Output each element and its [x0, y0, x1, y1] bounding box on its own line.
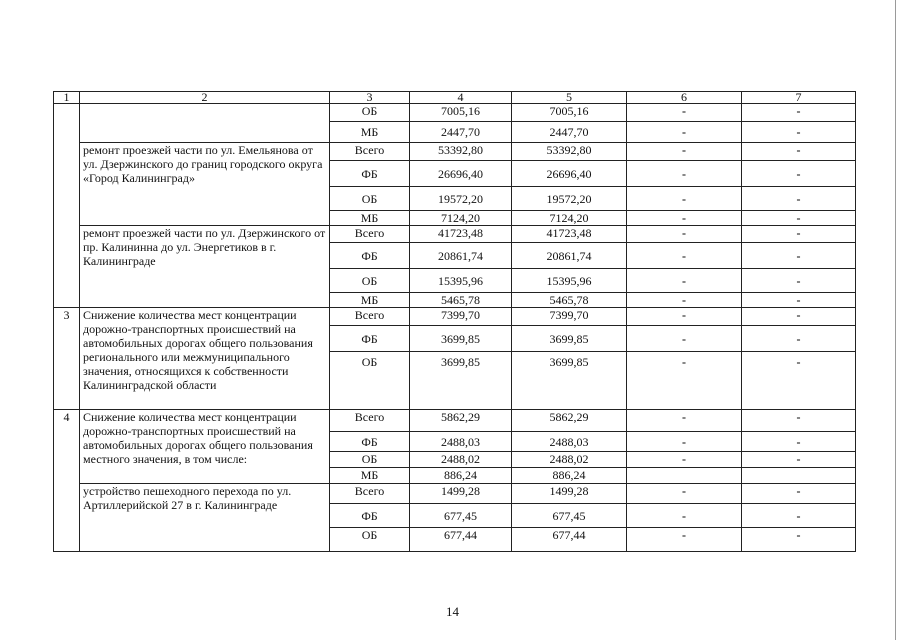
value-col5: 7399,70 [512, 308, 627, 326]
value-col5: 15395,96 [512, 269, 627, 293]
value-col6: - [627, 143, 742, 161]
value-col7: - [742, 528, 856, 552]
funding-source: ФБ [330, 326, 410, 352]
value-col4: 677,45 [410, 504, 512, 528]
value-col5: 7124,20 [512, 211, 627, 226]
value-col7: - [742, 211, 856, 226]
value-col5: 5465,78 [512, 293, 627, 308]
value-col7: - [742, 187, 856, 211]
value-col5: 41723,48 [512, 226, 627, 243]
column-number: 5 [512, 92, 627, 104]
value-col7: - [742, 484, 856, 504]
value-col7: - [742, 452, 856, 468]
value-col4: 677,44 [410, 528, 512, 552]
value-col5: 886,24 [512, 468, 627, 484]
column-number: 1 [54, 92, 80, 104]
value-col6 [627, 468, 742, 484]
value-col6: - [627, 352, 742, 410]
funding-source: ОБ [330, 352, 410, 410]
funding-source: Всего [330, 410, 410, 432]
value-col5: 53392,80 [512, 143, 627, 161]
value-col4: 19572,20 [410, 187, 512, 211]
funding-source: ОБ [330, 104, 410, 122]
value-col7: - [742, 161, 856, 187]
value-col6: - [627, 211, 742, 226]
value-col7: - [742, 504, 856, 528]
row-number: 3 [54, 308, 80, 410]
value-col7 [742, 468, 856, 484]
value-col5: 19572,20 [512, 187, 627, 211]
value-col5: 26696,40 [512, 161, 627, 187]
row-number-cell [54, 104, 80, 308]
value-col6: - [627, 293, 742, 308]
funding-source: ФБ [330, 243, 410, 269]
row-description-cell [80, 104, 330, 143]
funding-source: ОБ [330, 187, 410, 211]
page-number: 14 [446, 604, 459, 619]
value-col7: - [742, 269, 856, 293]
value-col6: - [627, 504, 742, 528]
value-col4: 1499,28 [410, 484, 512, 504]
value-col4: 2488,02 [410, 452, 512, 468]
value-col4: 2488,03 [410, 432, 512, 452]
funding-source: МБ [330, 211, 410, 226]
value-col6: - [627, 528, 742, 552]
funding-source: МБ [330, 293, 410, 308]
funding-source: МБ [330, 122, 410, 143]
value-col5: 5862,29 [512, 410, 627, 432]
funding-source: ОБ [330, 452, 410, 468]
funding-source: ОБ [330, 528, 410, 552]
value-col5: 677,44 [512, 528, 627, 552]
value-col5: 3699,85 [512, 352, 627, 410]
value-col5: 20861,74 [512, 243, 627, 269]
value-col6: - [627, 104, 742, 122]
row-description: Снижение количества мест концентрации дорожно-транспортных происшествий на автомобильных дорогах общего пользования регионального или межмуниципального значения, относящихся к собственности Калининградской области [80, 308, 330, 410]
page-edge-line [895, 0, 896, 640]
value-col6: - [627, 308, 742, 326]
value-col7: - [742, 410, 856, 432]
value-col7: - [742, 326, 856, 352]
table-row [54, 226, 856, 243]
table-row [54, 410, 856, 432]
value-col7: - [742, 308, 856, 326]
table-row [54, 484, 856, 504]
value-col6: - [627, 243, 742, 269]
value-col5: 2488,02 [512, 452, 627, 468]
value-col6: - [627, 432, 742, 452]
value-col7: - [742, 243, 856, 269]
column-number: 2 [80, 92, 330, 104]
table-row [54, 143, 856, 161]
value-col4: 7399,70 [410, 308, 512, 326]
row-description: ремонт проезжей части по ул. Дзержинского от пр. Калининна до ул. Энергетиков в г. Калининграде [80, 226, 330, 308]
funding-source: ФБ [330, 161, 410, 187]
value-col4: 41723,48 [410, 226, 512, 243]
value-col4: 5862,29 [410, 410, 512, 432]
value-col7: - [742, 104, 856, 122]
value-col6: - [627, 122, 742, 143]
value-col7: - [742, 352, 856, 410]
financing-table [53, 91, 856, 552]
value-col4: 7005,16 [410, 104, 512, 122]
value-col4: 53392,80 [410, 143, 512, 161]
value-col6: - [627, 410, 742, 432]
value-col6: - [627, 452, 742, 468]
table-row [54, 308, 856, 326]
funding-source: Всего [330, 143, 410, 161]
value-col7: - [742, 226, 856, 243]
value-col4: 3699,85 [410, 326, 512, 352]
row-description: устройство пешеходного перехода по ул. Артиллерийской 27 в г. Калининграде [80, 484, 330, 552]
value-col5: 2488,03 [512, 432, 627, 452]
table-row [54, 104, 856, 122]
column-number: 7 [742, 92, 856, 104]
value-col6: - [627, 187, 742, 211]
value-col5: 1499,28 [512, 484, 627, 504]
value-col6: - [627, 226, 742, 243]
row-number: 4 [54, 410, 80, 552]
funding-source: ФБ [330, 504, 410, 528]
value-col6: - [627, 326, 742, 352]
funding-source: ФБ [330, 432, 410, 452]
column-number-row [54, 92, 856, 104]
value-col7: - [742, 293, 856, 308]
funding-source: Всего [330, 308, 410, 326]
value-col4: 26696,40 [410, 161, 512, 187]
value-col7: - [742, 432, 856, 452]
value-col4: 7124,20 [410, 211, 512, 226]
value-col4: 20861,74 [410, 243, 512, 269]
funding-source: Всего [330, 226, 410, 243]
funding-source: Всего [330, 484, 410, 504]
value-col4: 15395,96 [410, 269, 512, 293]
funding-source: ОБ [330, 269, 410, 293]
column-number: 3 [330, 92, 410, 104]
row-description: ремонт проезжей части по ул. Емельянова от ул. Дзержинского до границ городского округа «Город Калининград» [80, 143, 330, 226]
value-col6: - [627, 269, 742, 293]
value-col4: 886,24 [410, 468, 512, 484]
value-col4: 2447,70 [410, 122, 512, 143]
value-col5: 2447,70 [512, 122, 627, 143]
column-number: 4 [410, 92, 512, 104]
value-col6: - [627, 484, 742, 504]
funding-source: МБ [330, 468, 410, 484]
value-col5: 7005,16 [512, 104, 627, 122]
value-col7: - [742, 143, 856, 161]
value-col4: 5465,78 [410, 293, 512, 308]
value-col5: 3699,85 [512, 326, 627, 352]
column-number: 6 [627, 92, 742, 104]
value-col6: - [627, 161, 742, 187]
row-description: Снижение количества мест концентрации дорожно-транспортных происшествий на автомобильных дорогах общего пользования местного значения, в том числе: [80, 410, 330, 484]
value-col4: 3699,85 [410, 352, 512, 410]
value-col7: - [742, 122, 856, 143]
value-col5: 677,45 [512, 504, 627, 528]
